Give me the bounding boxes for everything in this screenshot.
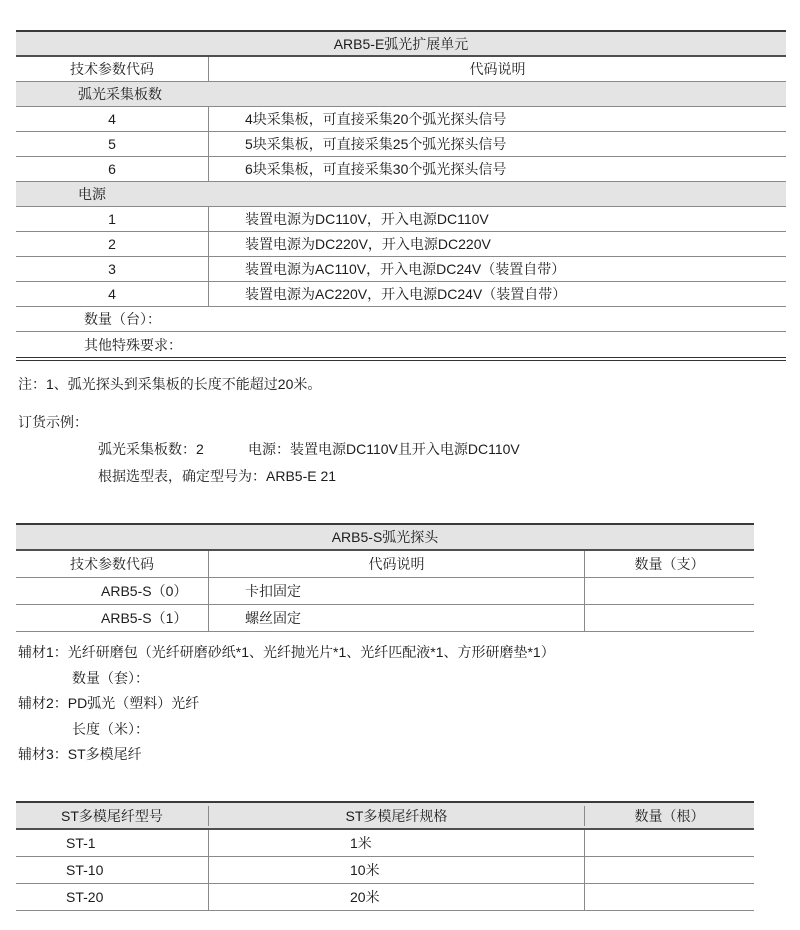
table-row xyxy=(16,257,786,282)
header-st-model: ST多模尾纤型号 xyxy=(16,806,209,826)
st-spec-cell: 1米 xyxy=(209,830,585,856)
param-code-cell: 1 xyxy=(16,207,209,231)
table-row xyxy=(16,207,786,232)
table-arb5e-title-row xyxy=(16,32,786,57)
st-model-cell: ST-10 xyxy=(16,857,209,883)
table-row xyxy=(16,232,786,257)
table-arb5s-header-row xyxy=(16,551,754,578)
section-power xyxy=(16,182,786,207)
order-example-power: 电源：装置电源DC110V且开入电源DC110V xyxy=(248,441,520,457)
header-code-desc: 代码说明 xyxy=(209,551,585,577)
param-code-cell: 5 xyxy=(16,132,209,156)
table-row xyxy=(16,157,786,182)
header-param-code: 技术参数代码 xyxy=(16,551,209,577)
qty-cell xyxy=(585,857,754,883)
header-code-desc: 代码说明 xyxy=(469,61,526,77)
material-2-length-label: 长度（米）： xyxy=(72,721,149,737)
table-row xyxy=(16,605,754,632)
param-code-cell: 4 xyxy=(16,282,209,306)
section-board-count xyxy=(16,82,786,107)
param-code-cell: 4 xyxy=(16,107,209,131)
header-param-code: 技术参数代码 xyxy=(16,57,209,81)
qty-cell xyxy=(585,884,754,910)
special-requirements-row xyxy=(16,332,786,357)
material-1-qty-label: 数量（套）： xyxy=(72,670,149,686)
param-code-cell: 3 xyxy=(16,257,209,281)
code-desc-cell: 装置电源为DC220V，开入电源DC220V xyxy=(245,236,491,252)
table-row xyxy=(16,282,786,307)
qty-cell xyxy=(585,605,754,631)
table-row xyxy=(16,132,786,157)
st-model-cell: ST-20 xyxy=(16,884,209,910)
code-desc-cell: 6块采集板，可直接采集30个弧光探头信号 xyxy=(245,161,507,177)
section-power-label: 电源 xyxy=(78,186,106,202)
st-spec-cell: 20米 xyxy=(209,884,585,910)
quantity-row xyxy=(16,307,786,332)
param-code-cell: ARB5-S（0） xyxy=(16,578,209,604)
table-st-header-row xyxy=(16,803,754,830)
code-desc-cell: 5块采集板，可直接采集25个弧光探头信号 xyxy=(245,136,507,152)
param-code-cell: ARB5-S（1） xyxy=(16,605,209,631)
table-arb5s-title: ARB5-S弧光探头 xyxy=(331,529,439,545)
table-row xyxy=(16,830,754,857)
order-example-selection: 弧光采集板数：2 xyxy=(98,441,204,457)
material-2-text: 辅材2：PD弧光（塑料）光纤 xyxy=(18,695,200,711)
note-text: 注：1、弧光探头到采集板的长度不能超过20米。 xyxy=(18,376,322,392)
table-arb5e xyxy=(16,30,786,361)
header-st-spec: ST多模尾纤规格 xyxy=(209,806,585,826)
material-3-text: 辅材3：ST多模尾纤 xyxy=(18,746,142,762)
table-row xyxy=(16,857,754,884)
code-desc-cell: 卡扣固定 xyxy=(209,578,585,604)
param-code-cell: 6 xyxy=(16,157,209,181)
table-arb5s xyxy=(16,523,754,632)
param-code-cell: 2 xyxy=(16,232,209,256)
code-desc-cell: 装置电源为AC220V，开入电源DC24V（装置自带） xyxy=(245,286,567,302)
header-qty-pcs: 数量（支） xyxy=(634,556,705,572)
order-example-result: 根据选型表，确定型号为：ARB5-E 21 xyxy=(98,468,337,484)
quantity-label: 数量（台）： xyxy=(84,311,161,327)
order-example-heading: 订货示例： xyxy=(18,414,88,430)
table-row xyxy=(16,578,754,605)
qty-cell xyxy=(585,578,754,604)
qty-cell xyxy=(585,830,754,856)
st-model-cell: ST-1 xyxy=(16,830,209,856)
material-1-text: 辅材1：光纤研磨包（光纤研磨砂纸*1、光纤抛光片*1、光纤匹配液*1、方形研磨垫*1） xyxy=(18,644,555,660)
code-desc-cell: 螺丝固定 xyxy=(209,605,585,631)
table-row xyxy=(16,884,754,911)
code-desc-cell: 装置电源为DC110V，开入电源DC110V xyxy=(245,211,489,227)
header-qty-pieces: 数量（根） xyxy=(634,807,705,824)
code-desc-cell: 装置电源为AC110V，开入电源DC24V（装置自带） xyxy=(245,261,566,277)
table-arb5e-header-row xyxy=(16,57,786,82)
table-arb5s-title-row xyxy=(16,525,754,551)
table-arb5e-title: ARB5-E弧光扩展单元 xyxy=(333,35,469,52)
st-spec-cell: 10米 xyxy=(209,857,585,883)
section-board-count-label: 弧光采集板数 xyxy=(78,86,162,102)
table-row xyxy=(16,107,786,132)
code-desc-cell: 4块采集板，可直接采集20个弧光探头信号 xyxy=(245,111,507,127)
special-requirements-label: 其他特殊要求： xyxy=(84,336,182,353)
table-st-pigtail xyxy=(16,801,754,911)
